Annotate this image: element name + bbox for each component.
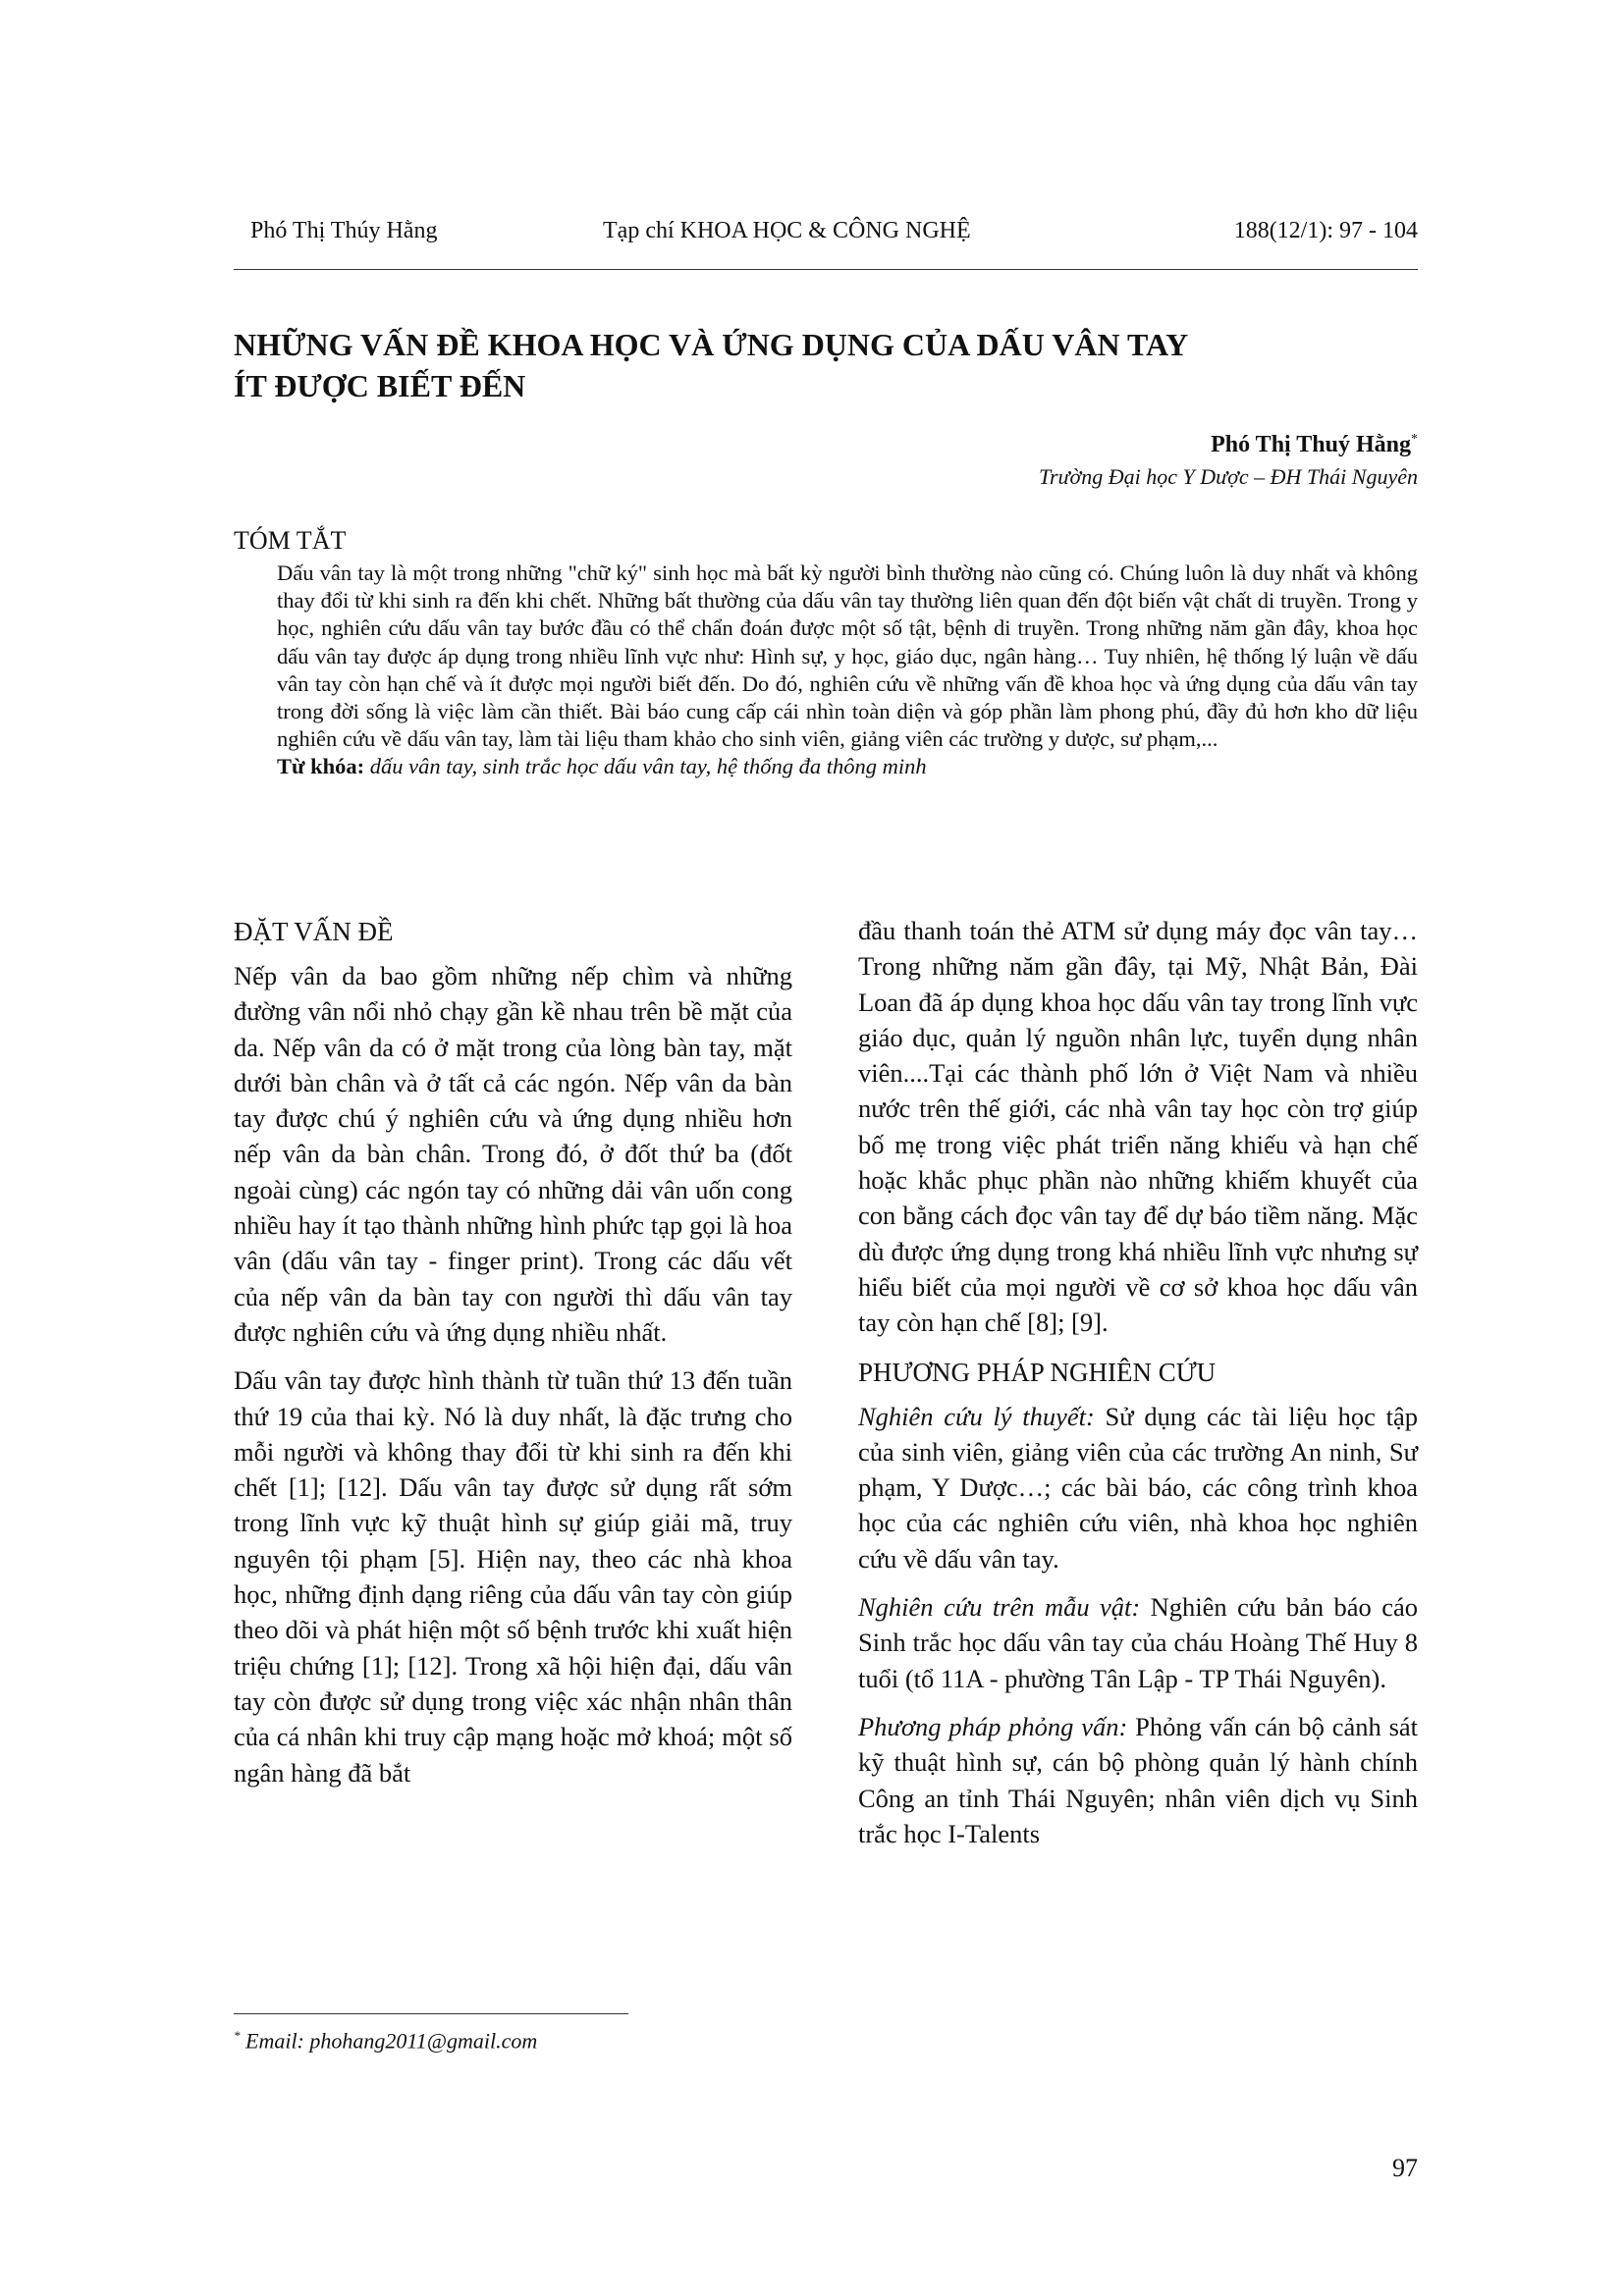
keywords-text: dấu vân tay, sinh trắc học dấu vân tay, hệ thống đa thông minh bbox=[369, 754, 927, 779]
keywords-label: Từ khóa: bbox=[277, 754, 365, 779]
method-theory bbox=[858, 1399, 1418, 1576]
page-number: 97 bbox=[1392, 2154, 1418, 2182]
method-sample bbox=[858, 1589, 1418, 1696]
header-issue: 188(12/1): 97 - 104 bbox=[1233, 218, 1418, 243]
method-theory-label: Nghiên cứu lý thuyết: bbox=[858, 1401, 1095, 1431]
abstract-heading: TÓM TẮT bbox=[234, 526, 347, 555]
footnote-mark: * bbox=[234, 2028, 241, 2043]
title-line-2: ÍT ĐƯỢC BIẾT ĐẾN bbox=[234, 368, 526, 403]
methods-heading: PHƯƠNG PHÁP NGHIÊN CỨU bbox=[858, 1357, 1217, 1387]
paper-title bbox=[234, 324, 1418, 406]
footnote-divider bbox=[234, 2013, 628, 2014]
left-column bbox=[234, 913, 792, 1803]
abstract-text: Dấu vân tay là một trong những "chữ ký" sinh học mà bất kỳ người bình thường nào cũng có. Chúng luôn là duy nhất và không thay đổi từ khi sinh ra đến khi chết. Những bất thường của dấu vân tay thường liên quan đến đột biến vật chất di truyền. Trong y học, nghiên cứu dấu vân tay bước đầu có thể chẩn đoán được một số tật, bệnh di truyền. Trong những năm gần đây, khoa học dấu vân tay được áp dụng trong nhiều lĩnh vực như: Hình sự, y học, giáo dục, ngân hàng… Tuy nhiên, hệ thống lý luận về dấu vân tay còn hạn chế và ít được mọi người biết đến. Do đó, nghiên cứu về những vấn đề khoa học và ứng dụng của dấu vân tay trong đời sống là việc làm cần thiết. Bài báo cung cấp cái nhìn toàn diện và góp phần làm phong phú, đầy đủ hơn kho dữ liệu nghiên cứu về dấu vân tay, làm tài liệu tham khảo cho sinh viên, giảng viên các trường y dược, sư phạm,... bbox=[277, 561, 1418, 752]
method-interview-label: Phương pháp phỏng vấn: bbox=[858, 1711, 1128, 1741]
method-theory-text: Sử dụng các tài liệu học tập của sinh viên, giảng viên của các trường An ninh, Sư phạm, Y Dược…; các bài báo, các công trình khoa học của các nghiên cứu viên, nhà khoa học nghiên cứu về dấu vân tay. bbox=[858, 1401, 1418, 1574]
intro-paragraph-3: đầu thanh toán thẻ ATM sử dụng máy đọc vân tay… Trong những năm gần đây, tại Mỹ, Nhật Bản, Đài Loan đã áp dụng khoa học dấu vân tay trong lĩnh vực giáo dục, quản lý nguồn nhân lực, tuyển dụng nhân viên....Tại các thành phố lớn ở Việt Nam và nhiều nước trên thế giới, các nhà vân tay học còn trợ giúp bố mẹ trong việc phát triển năng khiếu và hạn chế hoặc khắc phục phần nào những khiếm khuyết của con bằng cách đọc vân tay để dự báo tiềm năng. Mặc dù được ứng dụng trong khá nhiều lĩnh vực nhưng sự hiểu biết của mọi người về cơ sở khoa học dấu vân tay còn hạn chế [8]; [9]. bbox=[858, 916, 1418, 1338]
intro-heading: ĐẶT VẤN ĐỀ bbox=[234, 917, 394, 946]
method-sample-label: Nghiên cứu trên mẫu vật: bbox=[858, 1592, 1141, 1623]
intro-paragraph-1: Nếp vân da bao gồm những nếp chìm và những đường vân nổi nhỏ chạy gần kề nhau trên bề mặt của da. Nếp vân da có ở mặt trong của lòng bàn tay, mặt dưới bàn chân và ở tất cả các ngón. Nếp vân da bàn tay được chú ý nghiên cứu và ứng dụng nhiều hơn nếp vân da bàn chân. Trong đó, ở đốt thứ ba (đốt ngoài cùng) các ngón tay có những dải vân uốn cong nhiều hay ít tạo thành những hình phức tạp gọi là hoa vân (dấu vân tay - finger print). Trong các dấu vết của nếp vân da bàn tay con người thì dấu vân tay được nghiên cứu và ứng dụng nhiều nhất. bbox=[234, 961, 792, 1347]
title-line-1: NHỮNG VẤN ĐỀ KHOA HỌC VÀ ỨNG DỤNG CỦA DẤU VÂN TAY bbox=[234, 327, 1189, 362]
right-column bbox=[858, 913, 1418, 1864]
header-author: Phó Thị Thúy Hằng bbox=[250, 218, 438, 243]
intro-paragraph-2: Dấu vân tay được hình thành từ tuần thứ 13 đến tuần thứ 19 của thai kỳ. Nó là duy nhất, là đặc trưng cho mỗi người và không thay đổi từ khi sinh ra đến khi chết [1]; [12]. Dấu vân tay được sử dụng rất sớm trong lĩnh vực kỹ thuật hình sự giúp giải mã, truy nguyên tội phạm [5]. Hiện nay, theo các nhà khoa học, những định dạng riêng của dấu vân tay còn giúp theo dõi và phát hiện một số bệnh trước khi xuất hiện triệu chứng [1]; [12]. Trong xã hội hiện đại, dấu vân tay còn được sử dụng trong việc xác nhận nhân thân của cá nhân khi truy cập mạng hoặc mở khoá; một số ngân hàng đã bắt bbox=[234, 1365, 792, 1788]
running-header bbox=[234, 218, 1418, 257]
method-sample-text: Nghiên cứu bản báo cáo Sinh trắc học dấu vân tay của cháu Hoàng Thế Huy 8 tuổi (tổ 11A - phường Tân Lập - TP Thái Nguyên). bbox=[858, 1592, 1418, 1693]
method-interview bbox=[858, 1709, 1418, 1851]
footnote-email: Email: phohang2011@gmail.com bbox=[245, 2028, 538, 2054]
footnote bbox=[234, 2028, 537, 2054]
keywords-line bbox=[277, 753, 1418, 780]
header-divider bbox=[234, 269, 1418, 270]
author-footnote-mark: * bbox=[1411, 432, 1418, 447]
method-interview-text: Phỏng vấn cán bộ cảnh sát kỹ thuật hình sự, cán bộ phòng quản lý hành chính Công an tỉnh Thái Nguyên; nhân viên dịch vụ Sinh trắc học I-Talents bbox=[858, 1711, 1419, 1848]
author-block bbox=[1211, 432, 1418, 458]
header-journal: Tạp chí KHOA HỌC & CÔNG NGHỆ bbox=[603, 218, 971, 243]
author-affiliation: Trường Đại học Y Dược – ĐH Thái Nguyên bbox=[1038, 464, 1418, 489]
author-name: Phó Thị Thuý Hằng bbox=[1211, 432, 1411, 457]
abstract-body bbox=[277, 560, 1418, 781]
